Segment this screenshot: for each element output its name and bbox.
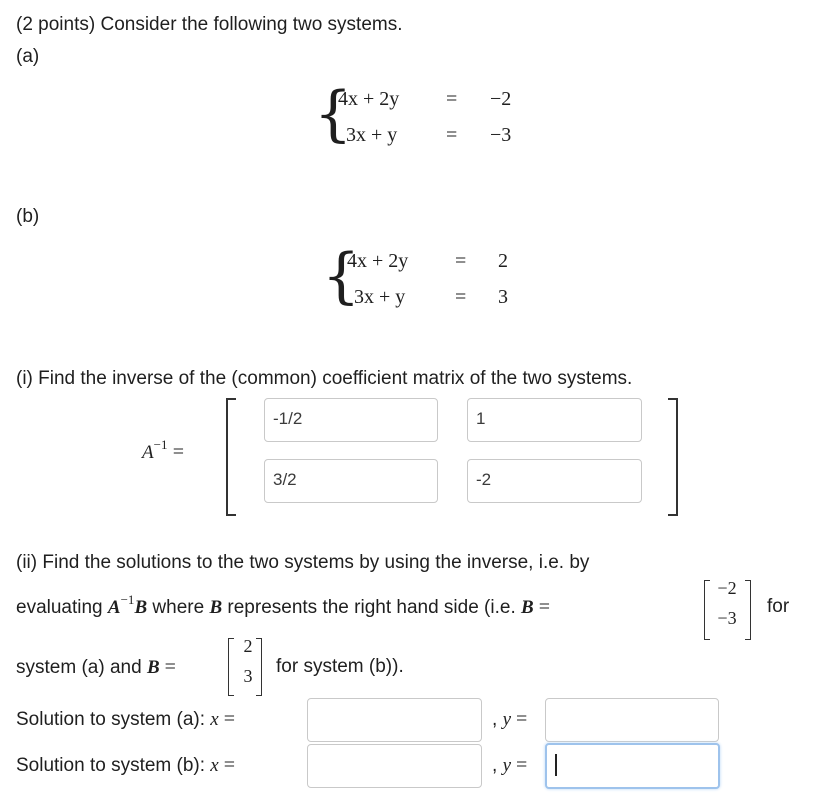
system-a-and-text: system (a) and — [16, 657, 147, 678]
part-a-label: (a) — [16, 46, 40, 67]
inverse-r2c1-input[interactable]: 3/2 — [264, 459, 438, 503]
matrix-label-equals: = — [172, 441, 185, 463]
b-equals: = — [533, 596, 550, 618]
inverse-r2c2-input[interactable]: -2 — [467, 459, 642, 503]
represents-text: represents the right hand side (i.e. — [222, 597, 522, 618]
matrix-left-bracket — [226, 398, 236, 516]
where-text: where — [147, 597, 210, 618]
system-a-eq1-equals: = — [446, 88, 458, 110]
solution-b-y-equals: = — [511, 754, 528, 776]
solution-a-y-input[interactable] — [545, 698, 719, 742]
solution-a-comma: , — [492, 709, 498, 730]
vec-a-bottom: −3 — [717, 608, 737, 628]
system-b-eq1-equals: = — [455, 250, 467, 272]
solution-b-text: Solution to system (b): — [16, 755, 211, 776]
matrix-label-a: A — [142, 442, 154, 463]
vec-a-right-bracket — [745, 580, 751, 640]
part-b-label: (b) — [16, 206, 40, 227]
b-symbol-3: B — [521, 597, 534, 618]
vec-b-bottom: 3 — [243, 666, 253, 686]
solution-a-x-symbol: x — [210, 709, 219, 730]
evaluating-text: evaluating — [16, 597, 108, 618]
solution-b-x-input[interactable] — [307, 744, 482, 788]
a-symbol: A — [107, 597, 121, 618]
solution-b-comma: , — [492, 755, 498, 776]
solution-a-y-label — [492, 708, 527, 731]
for-text: for — [767, 596, 790, 617]
solution-b-x-symbol: x — [210, 755, 219, 776]
matrix-right-bracket — [668, 398, 678, 516]
system-b-eq2-lhs: 3x + y — [354, 286, 406, 308]
a-inverse-sup: −1 — [120, 592, 135, 607]
system-b-eq2-equals: = — [455, 286, 467, 308]
system-b-eq1-lhs: 4x + 2y — [347, 250, 409, 272]
vec-a-top: −2 — [717, 578, 737, 598]
solution-b-y-input[interactable] — [545, 743, 720, 789]
question-i-text: (i) Find the inverse of the (common) coefficient matrix of the two systems. — [16, 368, 633, 389]
solution-b-y-label — [492, 754, 527, 777]
solution-a-y-symbol: y — [502, 709, 511, 730]
system-b-eq1-rhs: 2 — [498, 250, 508, 272]
vec-b-right-bracket — [256, 638, 262, 696]
for-system-b-text: for system (b)). — [276, 656, 404, 677]
system-a-eq1-lhs: 4x + 2y — [338, 88, 400, 110]
solution-a-y-equals: = — [511, 708, 528, 730]
vec-b-top: 2 — [243, 636, 253, 656]
question-ii-line1: (ii) Find the solutions to the two systems by using the inverse, i.e. by — [16, 552, 590, 573]
question-ii-line3-pre — [16, 656, 176, 679]
system-a-eq2-rhs: −3 — [490, 124, 512, 146]
solution-a-label — [16, 708, 235, 731]
inverse-matrix-label — [142, 437, 185, 464]
solution-b-x-equals: = — [218, 754, 236, 776]
solution-a-x-input[interactable] — [307, 698, 482, 742]
system-b-brace: { — [322, 241, 361, 311]
solution-a-x-equals: = — [218, 708, 236, 730]
solution-b-label — [16, 754, 235, 777]
question-ii-line2 — [16, 592, 550, 619]
matrix-label-sup: −1 — [153, 437, 168, 452]
b-symbol-2: B — [209, 597, 223, 618]
system-a-brace: { — [314, 79, 353, 149]
system-a-eq1-rhs: −2 — [490, 88, 512, 110]
inverse-r1c1-input[interactable]: -1/2 — [264, 398, 438, 442]
problem-header: (2 points) Consider the following two systems. — [16, 14, 403, 35]
solution-b-y-symbol: y — [502, 755, 511, 776]
b-symbol-4: B — [146, 657, 160, 678]
system-a-eq2-equals: = — [446, 124, 458, 146]
text-caret — [555, 754, 557, 776]
b-equals-2: = — [159, 656, 176, 678]
solution-a-text: Solution to system (a): — [16, 709, 211, 730]
b-symbol: B — [134, 597, 148, 618]
inverse-r1c2-input[interactable]: 1 — [467, 398, 642, 442]
system-a-eq2-lhs: 3x + y — [346, 124, 398, 146]
system-b-eq2-rhs: 3 — [498, 286, 508, 308]
